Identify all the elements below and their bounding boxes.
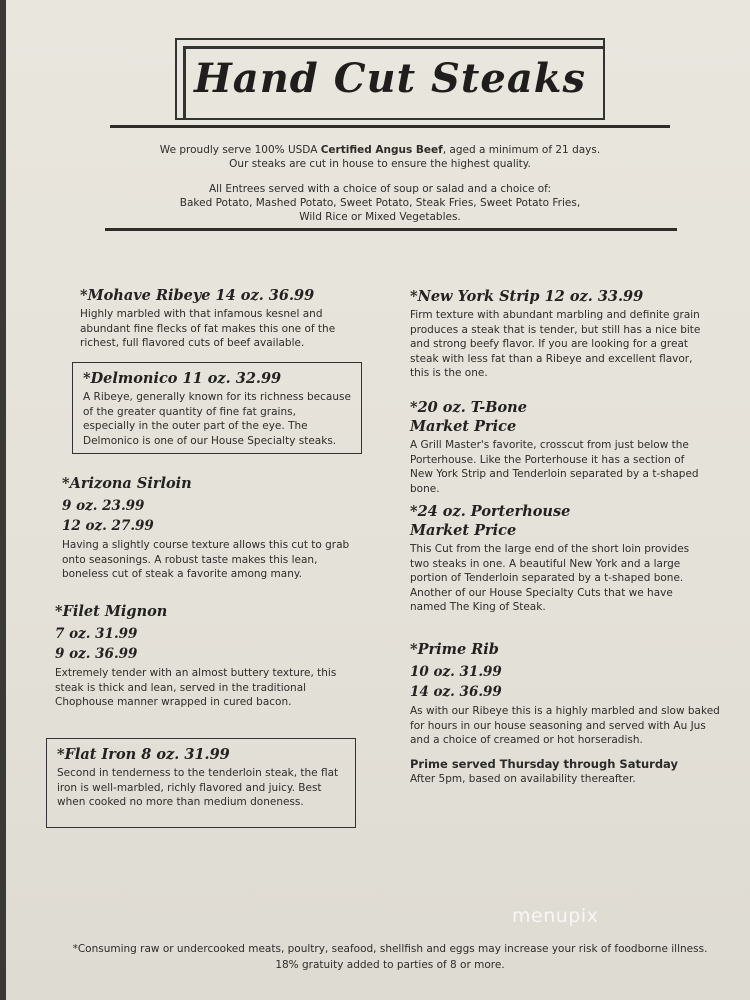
intro-line-1-bold: Certified Angus Beef [320, 144, 443, 156]
item-price: Market Price [410, 522, 517, 539]
footer-disclaimer: *Consuming raw or undercooked meats, poultry, seafood, shellfish and eggs may increase your risk of foodborne illness. [72, 943, 708, 955]
page-title: Hand Cut Steaks [194, 55, 586, 102]
item-name: *Arizona Sirloin [62, 475, 192, 492]
item-name: *Prime Rib [410, 641, 499, 658]
item-description: Highly marbled with that infamous kesnel and abundant fine flecks of fat makes this one of the richest, full flavored cuts of beef available. [80, 308, 336, 349]
menu-item-ribeye [80, 286, 370, 351]
item-price: 9 oz. 36.99 [55, 646, 138, 662]
menu-item-porterhouse [410, 502, 710, 615]
item-price: 7 oz. 31.99 [55, 626, 138, 642]
header-divider [110, 125, 670, 128]
intro-divider [105, 228, 677, 231]
item-description: Having a slightly course texture allows this cut to grab onto seasonings. A robust taste makes this lean, boneless cut of steak a favorite among many. [62, 539, 350, 580]
item-description: As with our Ribeye this is a highly marbled and slow baked for hours in our house seasoning and served with Au Jus and a choice of creamed or hot horseradish. [410, 705, 720, 746]
prime-availability: Prime served Thursday through Saturday [410, 756, 678, 771]
item-description: A Grill Master's favorite, crosscut from just below the Porterhouse. Like the Porterhouse it has a section of New York Strip and Tenderloin separated by a t-shaped bone. [410, 439, 699, 495]
intro-line-1-pre: We proudly serve 100% USDA [159, 144, 321, 156]
item-name: *Mohave Ribeye 14 oz. 36.99 [80, 287, 315, 304]
intro-line-1-post: , aged a minimum of 21 days. [442, 144, 601, 156]
item-price: 9 oz. 23.99 [62, 498, 145, 514]
menu-item-flat-iron [46, 738, 356, 828]
intro-line-4: Baked Potato, Mashed Potato, Sweet Potato, Steak Fries, Sweet Potato Fries, [179, 197, 581, 209]
watermark-logo: menupix [512, 905, 599, 927]
item-name: *20 oz. T-Bone [410, 399, 527, 416]
page-edge [0, 0, 6, 1000]
item-price: Market Price [410, 418, 517, 435]
intro-line-3: All Entrees served with a choice of soup or salad and a choice of: [208, 183, 552, 195]
item-name: *Filet Mignon [55, 603, 168, 620]
menu-item-delmonico [72, 362, 362, 454]
prime-availability-note: After 5pm, based on availability thereafter. [410, 772, 636, 785]
item-name: *Delmonico 11 oz. 32.99 [83, 370, 282, 387]
footer-gratuity: 18% gratuity added to parties of 8 or more. [275, 959, 505, 971]
item-price: 14 oz. 36.99 [410, 684, 502, 700]
item-name: *New York Strip 12 oz. 33.99 [410, 288, 644, 305]
intro-line-2: Our steaks are cut in house to ensure the highest quality. [229, 158, 531, 170]
intro-line-1 [140, 143, 620, 157]
item-price: 12 oz. 27.99 [62, 518, 154, 534]
item-name: *24 oz. Porterhouse [410, 503, 571, 520]
item-price: 10 oz. 31.99 [410, 664, 502, 680]
item-description: Extremely tender with an almost buttery texture, this steak is thick and lean, served in the traditional Chophouse manner wrapped in cured bacon. [55, 667, 337, 708]
intro-line-5: Wild Rice or Mixed Vegetables. [299, 211, 461, 223]
menu-item-filet [55, 602, 360, 710]
menu-item-new-york-strip [410, 287, 710, 381]
menu-item-sirloin [62, 474, 362, 582]
item-description: A Ribeye, generally known for its richness because of the greater quantity of fine fat grains, especially in the outer part of the eye. The Delmonico is one of our House Specialty steaks. [83, 391, 351, 447]
menu-item-prime-rib [410, 640, 720, 786]
item-description: Firm texture with abundant marbling and definite grain produces a steak that is tender, but still has a nice bite and strong beefy flavor. If you are looking for a great steak with less fat than a Ribeye and excellent flavor, this is the one. [410, 309, 701, 379]
item-description: This Cut from the large end of the short loin provides two steaks in one. A beautiful New York and a large portion of Tenderloin separated by a t-shaped bone. Another of our House Specialty Cuts that we have named The King of Steak. [410, 543, 690, 613]
item-description: Second in tenderness to the tenderloin steak, the flat iron is well-marbled, richly flavored and juicy. Best when cooked no more than medium doneness. [57, 767, 339, 808]
menu-item-t-bone [410, 398, 710, 496]
item-name: *Flat Iron 8 oz. 31.99 [57, 746, 230, 763]
